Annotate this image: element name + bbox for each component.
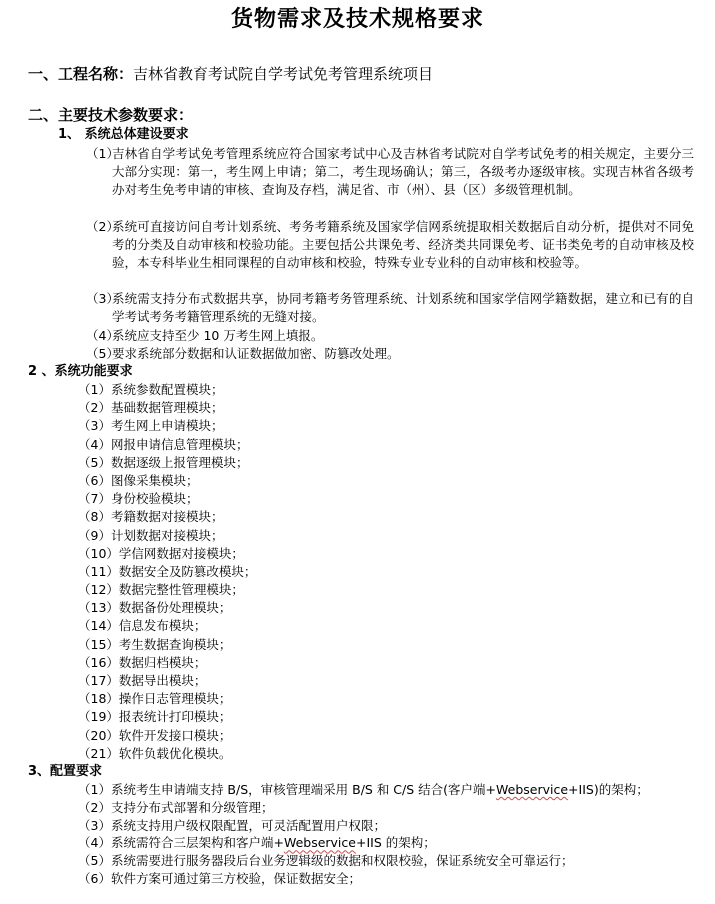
config-requirement-list [78, 781, 649, 888]
list-item [78, 852, 649, 870]
list-item: （10）学信网数据对接模块； [78, 545, 244, 561]
list-item: （11）数据安全及防篡改模块； [78, 563, 257, 579]
requirement-text: 要求系统部分数据和认证数据做加密、防篡改处理。 [112, 346, 400, 361]
requirement-text: 系统需支持分布式数据共享，协同考籍考务管理系统、计划系统和国家学信网学籍数据，建立和已有的自学考试考务考籍管理系统的无缝对接。 [112, 291, 694, 324]
list-item: （12）数据完整性管理模块； [78, 582, 244, 598]
config-text: （3）系统支持用户级权限配置，可灵活配置用户权限； [78, 817, 386, 833]
requirement-item-1 [86, 145, 694, 199]
list-item: （16）数据归档模块； [78, 654, 207, 670]
config-text: （6）软件方案可通过第三方校验，保证数据安全； [78, 870, 361, 886]
config-requirements-heading: 3、配置要求 [28, 764, 103, 779]
requirement-number: （4） [86, 328, 119, 343]
requirement-number: （3） [86, 291, 119, 306]
list-item: （20）软件开发接口模块； [78, 727, 232, 743]
spellcheck-word: Webservice [283, 835, 356, 851]
spellcheck-word: Webservice [496, 782, 569, 797]
list-item [78, 799, 649, 817]
requirement-text: 吉林省自学考试免考管理系统应符合国家考试中心及吉林省考试院对自学考试免考的相关规定，主要分三大部分实现：第一，考生网上申请；第二，考生现场确认；第三，各级考办逐级审核。实现吉林省各级考办对考生免考申请的审核、查询及存档，满足省、市（州）、县（区）多级管理机制。 [112, 146, 694, 197]
list-item: （21）软件负载优化模块。 [78, 745, 232, 761]
list-item: （9）计划数据对接模块； [78, 527, 224, 543]
overall-requirements-heading: 1、 系统总体建设要求 [58, 127, 189, 142]
list-item: （3）考生网上申请模块； [78, 418, 224, 434]
list-item: （13）数据备份处理模块； [78, 600, 232, 616]
list-item: （15）考生数据查询模块； [78, 636, 232, 652]
list-item: （18）操作日志管理模块； [78, 691, 232, 707]
list-item: （1）系统参数配置模块； [78, 382, 224, 397]
requirement-item-4 [86, 327, 694, 345]
project-name-value: 吉林省教育考试院自学考试免考管理系统项目 [133, 65, 434, 83]
requirement-item-3 [86, 290, 694, 326]
function-module-list [78, 381, 256, 763]
list-item: （2）基础数据管理模块； [78, 400, 224, 416]
requirement-number: （5） [86, 346, 119, 361]
list-item: （17）数据导出模块； [78, 673, 207, 688]
requirement-item-2 [86, 218, 694, 272]
requirement-number: （2） [86, 219, 119, 234]
config-text: +IIS 的架构； [355, 835, 436, 851]
config-text: （1）系统考生申请端支持 B/S，审核管理端采用 B/S 和 C/S 结合(客户端+ [78, 782, 496, 797]
list-item [78, 870, 649, 888]
config-text: +IIS)的架构； [568, 782, 649, 797]
list-item: （4）网报申请信息管理模块； [78, 436, 249, 452]
list-item [78, 817, 649, 835]
requirement-number: （1） [86, 146, 119, 161]
list-item: （6）图像采集模块； [78, 472, 199, 488]
tech-params-heading: 二、主要技术参数要求： [28, 106, 194, 124]
project-name-label: 一、工程名称： [28, 65, 134, 83]
list-item: （8）考籍数据对接模块； [78, 509, 224, 525]
list-item: （14）信息发布模块； [78, 618, 207, 634]
list-item: （5）数据逐级上报管理模块； [78, 454, 249, 470]
list-item: （7）身份校验模块； [78, 491, 199, 507]
requirement-text: 系统应支持至少 10 万考生网上填报。 [112, 328, 324, 343]
project-name-row [28, 64, 433, 84]
requirement-item-5 [86, 345, 694, 363]
list-item [78, 781, 649, 799]
function-requirements-heading: 2 、系统功能要求 [28, 364, 133, 379]
config-text: （5）系统需要进行服务器段后台业务逻辑级的数据和权限校验，保证系统安全可靠运行； [78, 853, 574, 869]
config-text: （4）系统需符合三层架构和客户端+ [78, 835, 284, 851]
list-item: （19）报表统计打印模块； [78, 709, 232, 725]
document-title: 货物需求及技术规格要求 [230, 6, 484, 32]
config-text: （2）支持分布式部署和分级管理； [78, 799, 274, 815]
requirement-text: 系统可直接访问自考计划系统、考务考籍系统及国家学信网系统提取相关数据后自动分析，提供对不同免考的分类及自动审核和校验功能。主要包括公共课免考、经济类共同课免考、证书类免考的自动审核及校验，本专科毕业生相同课程的自动审核和校验，特殊专业专业科的自动审核和校验等。 [112, 219, 694, 270]
list-item [78, 834, 649, 852]
